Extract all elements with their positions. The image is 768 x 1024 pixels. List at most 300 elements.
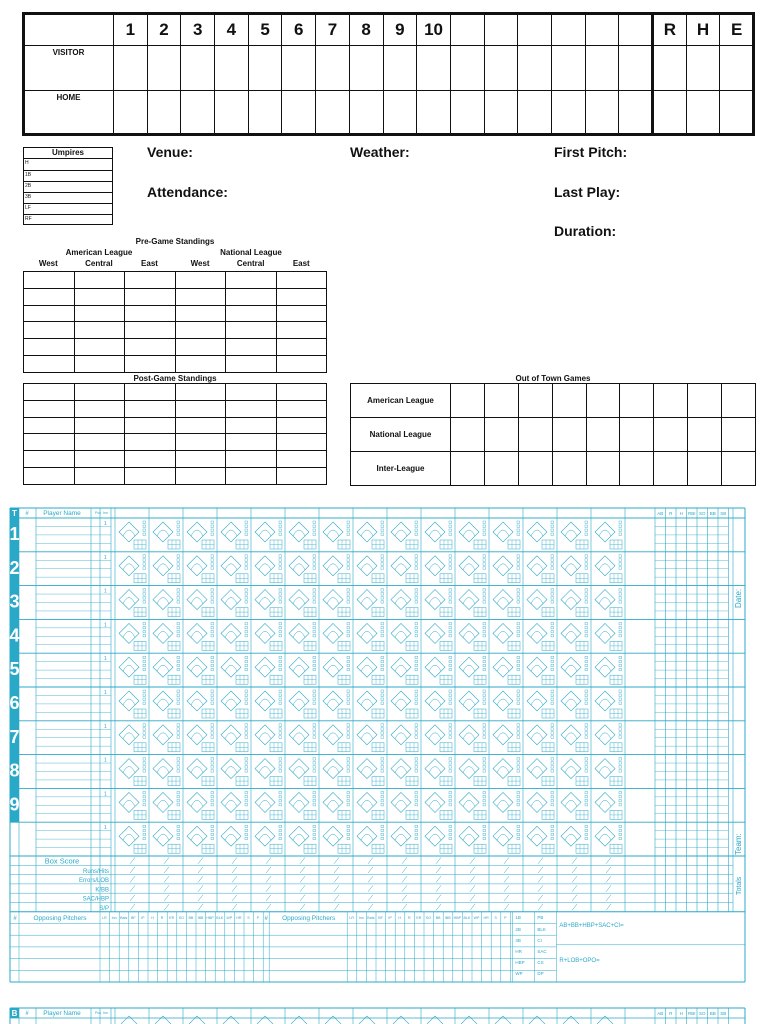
tick-box	[211, 525, 214, 528]
tick-box	[211, 597, 214, 600]
slash-line	[334, 895, 339, 901]
tick-box	[143, 660, 146, 663]
standings-cell[interactable]	[175, 451, 226, 468]
tick-box	[211, 702, 214, 705]
out-of-town-cell[interactable]	[620, 384, 654, 418]
score-cell[interactable]	[248, 91, 282, 136]
standings-cell[interactable]	[226, 451, 277, 468]
standings-cell[interactable]	[175, 272, 226, 289]
out-of-town-cell[interactable]	[620, 452, 654, 486]
diamond-icon	[527, 590, 547, 610]
tick-box	[585, 795, 588, 798]
tick-box	[517, 597, 520, 600]
tick-box	[619, 762, 622, 765]
standings-cell[interactable]	[24, 400, 75, 417]
tick-box	[211, 529, 214, 532]
diamond-icon	[561, 759, 581, 779]
tick-box	[415, 664, 418, 667]
standings-cell[interactable]	[226, 339, 277, 356]
standings-cell[interactable]	[175, 305, 226, 322]
standings-cell[interactable]	[175, 339, 226, 356]
score-cell[interactable]	[282, 46, 316, 91]
standings-cell[interactable]	[276, 272, 327, 289]
misc-label: HR	[515, 948, 522, 954]
standings-cell[interactable]	[276, 305, 327, 322]
infield-arc-icon	[225, 665, 237, 671]
umpire-row[interactable]	[24, 159, 112, 170]
umpire-row[interactable]	[24, 203, 112, 214]
tick-box	[449, 563, 452, 566]
score-cell[interactable]	[585, 91, 619, 136]
standings-cell[interactable]	[125, 417, 176, 434]
standings-cell[interactable]	[24, 468, 75, 485]
score-cell[interactable]	[181, 46, 215, 91]
tick-box	[177, 698, 180, 701]
tick-box	[279, 656, 282, 659]
slash-line	[606, 867, 611, 873]
formula-at-bats: AB+BB+HBP+SAC+CI=	[559, 922, 624, 929]
diamond-icon	[493, 590, 513, 610]
standings-cell[interactable]	[276, 339, 327, 356]
tick-box	[245, 559, 248, 562]
diamond-icon	[255, 657, 275, 677]
standings-cell[interactable]	[74, 272, 125, 289]
infield-arc-icon	[157, 598, 169, 604]
tick-box	[449, 728, 452, 731]
diamond-icon	[153, 691, 173, 711]
tick-box	[177, 529, 180, 532]
tick-box	[585, 601, 588, 604]
standings-cell[interactable]	[24, 272, 75, 289]
infield-arc-icon	[463, 699, 475, 705]
slash-line	[572, 876, 577, 882]
diamond-icon	[357, 826, 377, 846]
infield-arc-icon	[531, 800, 543, 806]
inning-number: 1	[104, 757, 107, 764]
tick-box	[619, 698, 622, 701]
standings-cell[interactable]	[226, 400, 277, 417]
standings-cell[interactable]	[276, 468, 327, 485]
standings-cell[interactable]	[276, 288, 327, 305]
score-cell[interactable]	[551, 46, 585, 91]
out-of-town-cell[interactable]	[518, 418, 552, 452]
tick-box	[279, 555, 282, 558]
standings-cell[interactable]	[175, 417, 226, 434]
score-cell[interactable]	[316, 46, 350, 91]
score-cell[interactable]	[551, 91, 585, 136]
standings-cell[interactable]	[175, 468, 226, 485]
tick-box	[585, 521, 588, 524]
tick-box	[245, 758, 248, 761]
out-of-town-cell[interactable]	[484, 418, 518, 452]
score-cell[interactable]	[248, 46, 282, 91]
out-of-town-cell[interactable]	[722, 452, 756, 486]
standings-cell[interactable]	[74, 434, 125, 451]
tick-box	[313, 525, 316, 528]
score-cell[interactable]	[686, 46, 720, 91]
pitch-stat-header: BF	[378, 915, 383, 920]
diamond-icon	[221, 590, 241, 610]
diamond-icon	[121, 1016, 137, 1024]
standings-cell[interactable]	[125, 356, 176, 373]
tick-box	[177, 829, 180, 832]
score-cell[interactable]	[383, 46, 417, 91]
standings-cell[interactable]	[226, 322, 277, 339]
tick-box	[245, 597, 248, 600]
tick-box	[177, 597, 180, 600]
tick-box	[517, 529, 520, 532]
infield-arc-icon	[191, 665, 203, 671]
umpire-row[interactable]	[24, 192, 112, 203]
score-cell[interactable]	[147, 91, 181, 136]
standings-cell[interactable]	[24, 356, 75, 373]
diamond-icon	[187, 725, 207, 745]
out-of-town-cell[interactable]	[722, 384, 756, 418]
score-cell[interactable]	[417, 91, 451, 136]
standings-cell[interactable]	[74, 400, 125, 417]
out-of-town-cell[interactable]	[518, 384, 552, 418]
tick-box	[483, 762, 486, 765]
tick-box	[211, 766, 214, 769]
infield-arc-icon	[497, 800, 509, 806]
umpire-row[interactable]	[24, 170, 112, 181]
out-of-town-cell[interactable]	[688, 384, 722, 418]
score-cell[interactable]	[114, 91, 148, 136]
score-cell[interactable]	[585, 46, 619, 91]
diamond-icon	[153, 623, 173, 643]
pitch-stat-header: ER	[416, 915, 422, 920]
score-cell[interactable]	[518, 91, 552, 136]
out-of-town-cell[interactable]	[552, 384, 586, 418]
score-cell[interactable]	[484, 91, 518, 136]
inning-9: 9	[383, 14, 417, 46]
tick-box	[449, 758, 452, 761]
standings-cell[interactable]	[175, 384, 226, 401]
tick-box	[585, 622, 588, 625]
inning-number: 1	[104, 554, 107, 561]
tick-box	[313, 601, 316, 604]
tick-box	[177, 791, 180, 794]
tick-box	[313, 732, 316, 735]
out-of-town-row-label: Inter-League	[351, 452, 451, 486]
infield-arc-icon	[531, 665, 543, 671]
tick-box	[483, 770, 486, 773]
out-of-town-cell[interactable]	[518, 452, 552, 486]
standings-cell[interactable]	[74, 288, 125, 305]
score-cell[interactable]	[518, 46, 552, 91]
tick-box	[619, 766, 622, 769]
tick-box	[177, 728, 180, 731]
standings-cell[interactable]	[276, 434, 327, 451]
out-of-town-cell[interactable]	[586, 384, 620, 418]
infield-arc-icon	[157, 564, 169, 570]
umpires-box	[23, 147, 113, 225]
lineup-number: 2	[9, 557, 20, 578]
infield-arc-icon	[599, 800, 611, 806]
diamond-icon	[595, 657, 615, 677]
misc-label: 1B	[515, 914, 521, 920]
tick-box	[211, 626, 214, 629]
division-header: East	[141, 259, 158, 268]
score-cell[interactable]	[215, 91, 249, 136]
standings-cell[interactable]	[175, 434, 226, 451]
score-cell[interactable]	[349, 91, 383, 136]
standings-cell[interactable]	[226, 434, 277, 451]
tick-box	[143, 724, 146, 727]
infield-arc-icon	[225, 530, 237, 536]
standings-cell[interactable]	[24, 339, 75, 356]
out-of-town-cell[interactable]	[688, 452, 722, 486]
standings-cell[interactable]	[276, 417, 327, 434]
score-cell[interactable]	[720, 91, 754, 136]
tick-box	[415, 702, 418, 705]
diamond-icon	[597, 1016, 613, 1024]
standings-cell[interactable]	[125, 451, 176, 468]
infield-arc-icon	[191, 631, 203, 637]
tick-box	[449, 630, 452, 633]
tick-box	[381, 702, 384, 705]
pitch-stat-header: HR	[483, 915, 489, 920]
tick-box	[585, 660, 588, 663]
diamond-icon	[119, 792, 139, 812]
visitor-label: VISITOR	[24, 46, 114, 91]
tick-box	[449, 567, 452, 570]
standings-cell[interactable]	[24, 384, 75, 401]
infield-arc-icon	[395, 631, 407, 637]
tick-box	[245, 728, 248, 731]
out-of-town-cell[interactable]	[484, 384, 518, 418]
tick-box	[381, 698, 384, 701]
tick-box	[585, 694, 588, 697]
tick-box	[279, 664, 282, 667]
slash-line	[470, 895, 475, 901]
standings-cell[interactable]	[175, 322, 226, 339]
tick-box	[517, 833, 520, 836]
diamond-icon	[289, 556, 309, 576]
standings-cell[interactable]	[276, 322, 327, 339]
umpire-row[interactable]	[24, 181, 112, 192]
standings-cell[interactable]	[276, 384, 327, 401]
score-cell[interactable]	[181, 91, 215, 136]
standings-cell[interactable]	[74, 322, 125, 339]
infield-arc-icon	[123, 598, 135, 604]
standings-cell[interactable]	[74, 417, 125, 434]
infield-arc-icon	[497, 834, 509, 840]
standings-cell[interactable]	[125, 322, 176, 339]
tick-box	[143, 563, 146, 566]
standings-cell[interactable]	[125, 288, 176, 305]
out-of-town-cell[interactable]	[552, 452, 586, 486]
standings-cell[interactable]	[175, 356, 226, 373]
score-cell[interactable]	[316, 91, 350, 136]
standings-cell[interactable]	[125, 305, 176, 322]
score-cell[interactable]	[349, 46, 383, 91]
standings-cell[interactable]	[24, 417, 75, 434]
out-of-town-row-label: American League	[351, 384, 451, 418]
out-of-town-cell[interactable]	[586, 452, 620, 486]
score-cell[interactable]	[282, 91, 316, 136]
standings-cell[interactable]	[125, 272, 176, 289]
standings-cell[interactable]	[226, 356, 277, 373]
diamond-icon	[289, 691, 309, 711]
score-cell[interactable]	[383, 91, 417, 136]
stat-header: SB	[720, 1011, 727, 1016]
umpire-row[interactable]	[24, 214, 112, 225]
infield-arc-icon	[463, 767, 475, 773]
diamond-icon	[357, 725, 377, 745]
tick-box	[619, 626, 622, 629]
standings-cell[interactable]	[74, 305, 125, 322]
standings-cell[interactable]	[24, 288, 75, 305]
score-cell[interactable]	[215, 46, 249, 91]
standings-cell[interactable]	[125, 384, 176, 401]
out-of-town-cell[interactable]	[654, 384, 688, 418]
score-cell[interactable]	[686, 91, 720, 136]
standings-cell[interactable]	[125, 434, 176, 451]
infield-arc-icon	[259, 800, 271, 806]
out-of-town-cell[interactable]	[451, 452, 485, 486]
tick-box	[619, 622, 622, 625]
standings-cell[interactable]	[24, 305, 75, 322]
infield-arc-icon	[225, 800, 237, 806]
out-of-town-cell[interactable]	[484, 452, 518, 486]
slash-line	[504, 904, 509, 910]
standings-cell[interactable]	[74, 384, 125, 401]
infield-arc-icon	[157, 665, 169, 671]
standings-cell[interactable]	[175, 400, 226, 417]
score-cell[interactable]	[450, 46, 484, 91]
diamond-icon	[119, 522, 139, 542]
standings-cell[interactable]	[226, 272, 277, 289]
tick-box	[279, 630, 282, 633]
score-cell[interactable]	[147, 46, 181, 91]
standings-cell[interactable]	[125, 468, 176, 485]
standings-cell[interactable]	[276, 356, 327, 373]
slash-line	[130, 895, 135, 901]
diamond-icon	[187, 826, 207, 846]
standings-cell[interactable]	[276, 451, 327, 468]
score-cell[interactable]	[484, 46, 518, 91]
out-of-town-cell[interactable]	[620, 418, 654, 452]
tick-box	[415, 770, 418, 773]
score-cell[interactable]	[417, 46, 451, 91]
misc-label: CI	[537, 937, 542, 943]
infield-arc-icon	[531, 564, 543, 570]
score-cell[interactable]	[619, 46, 653, 91]
tick-box	[143, 833, 146, 836]
infield-arc-icon	[225, 564, 237, 570]
tick-box	[517, 559, 520, 562]
standings-cell[interactable]	[226, 417, 277, 434]
standings-cell[interactable]	[24, 451, 75, 468]
score-cell[interactable]	[653, 91, 687, 136]
standings-cell[interactable]	[125, 339, 176, 356]
standings-cell[interactable]	[226, 305, 277, 322]
diamond-icon	[221, 759, 241, 779]
number-header: #	[25, 1011, 29, 1017]
slash-line	[368, 858, 373, 864]
infield-arc-icon	[565, 530, 577, 536]
stat-header: SB	[720, 511, 727, 516]
tick-box	[483, 660, 486, 663]
tick-box	[279, 521, 282, 524]
inning-6: 6	[282, 14, 316, 46]
out-of-town-cell[interactable]	[552, 418, 586, 452]
attendance-label: Attendance:	[147, 184, 228, 200]
standings-cell[interactable]	[24, 322, 75, 339]
tick-box	[517, 837, 520, 840]
standings-cell[interactable]	[175, 288, 226, 305]
inning-number: 1	[104, 622, 107, 629]
out-of-town-cell[interactable]	[451, 418, 485, 452]
tick-box	[381, 837, 384, 840]
slash-line	[232, 885, 237, 891]
out-of-town-cell[interactable]	[654, 418, 688, 452]
slash-line	[198, 858, 203, 864]
score-cell[interactable]	[619, 91, 653, 136]
tick-box	[245, 833, 248, 836]
out-of-town-cell[interactable]	[586, 418, 620, 452]
standings-cell[interactable]	[74, 451, 125, 468]
tick-box	[313, 766, 316, 769]
standings-cell[interactable]	[226, 468, 277, 485]
tick-box	[313, 634, 316, 637]
tick-box	[245, 825, 248, 828]
slash-line	[232, 876, 237, 882]
standings-cell[interactable]	[24, 434, 75, 451]
standings-cell[interactable]	[74, 356, 125, 373]
tick-box	[279, 563, 282, 566]
tick-box	[143, 758, 146, 761]
tick-box	[143, 732, 146, 735]
slash-line	[606, 876, 611, 882]
infield-arc-icon	[565, 699, 577, 705]
standings-cell[interactable]	[226, 288, 277, 305]
score-cell[interactable]	[450, 91, 484, 136]
score-cell[interactable]	[653, 46, 687, 91]
slash-line	[606, 885, 611, 891]
standings-cell[interactable]	[74, 339, 125, 356]
score-cell[interactable]	[720, 46, 754, 91]
diamond-icon	[289, 826, 309, 846]
misc-label: DP	[537, 970, 544, 976]
tick-box	[381, 533, 384, 536]
tick-box	[551, 668, 554, 671]
tick-box	[551, 728, 554, 731]
standings-cell[interactable]	[226, 384, 277, 401]
tick-box	[279, 803, 282, 806]
diamond-icon	[459, 691, 479, 711]
score-cell[interactable]	[114, 46, 148, 91]
tick-box	[381, 601, 384, 604]
tick-box	[313, 837, 316, 840]
tick-box	[313, 567, 316, 570]
out-of-town-cell[interactable]	[688, 418, 722, 452]
diamond-icon	[255, 691, 275, 711]
tick-box	[177, 758, 180, 761]
out-of-town-cell[interactable]	[451, 384, 485, 418]
tick-box	[211, 724, 214, 727]
standings-cell[interactable]	[74, 468, 125, 485]
tick-box	[415, 825, 418, 828]
tick-box	[449, 525, 452, 528]
out-of-town-cell[interactable]	[654, 452, 688, 486]
standings-cell[interactable]	[125, 400, 176, 417]
standings-cell[interactable]	[276, 400, 327, 417]
out-of-town-cell[interactable]	[722, 418, 756, 452]
inning-blank	[585, 14, 619, 46]
tick-box	[211, 589, 214, 592]
